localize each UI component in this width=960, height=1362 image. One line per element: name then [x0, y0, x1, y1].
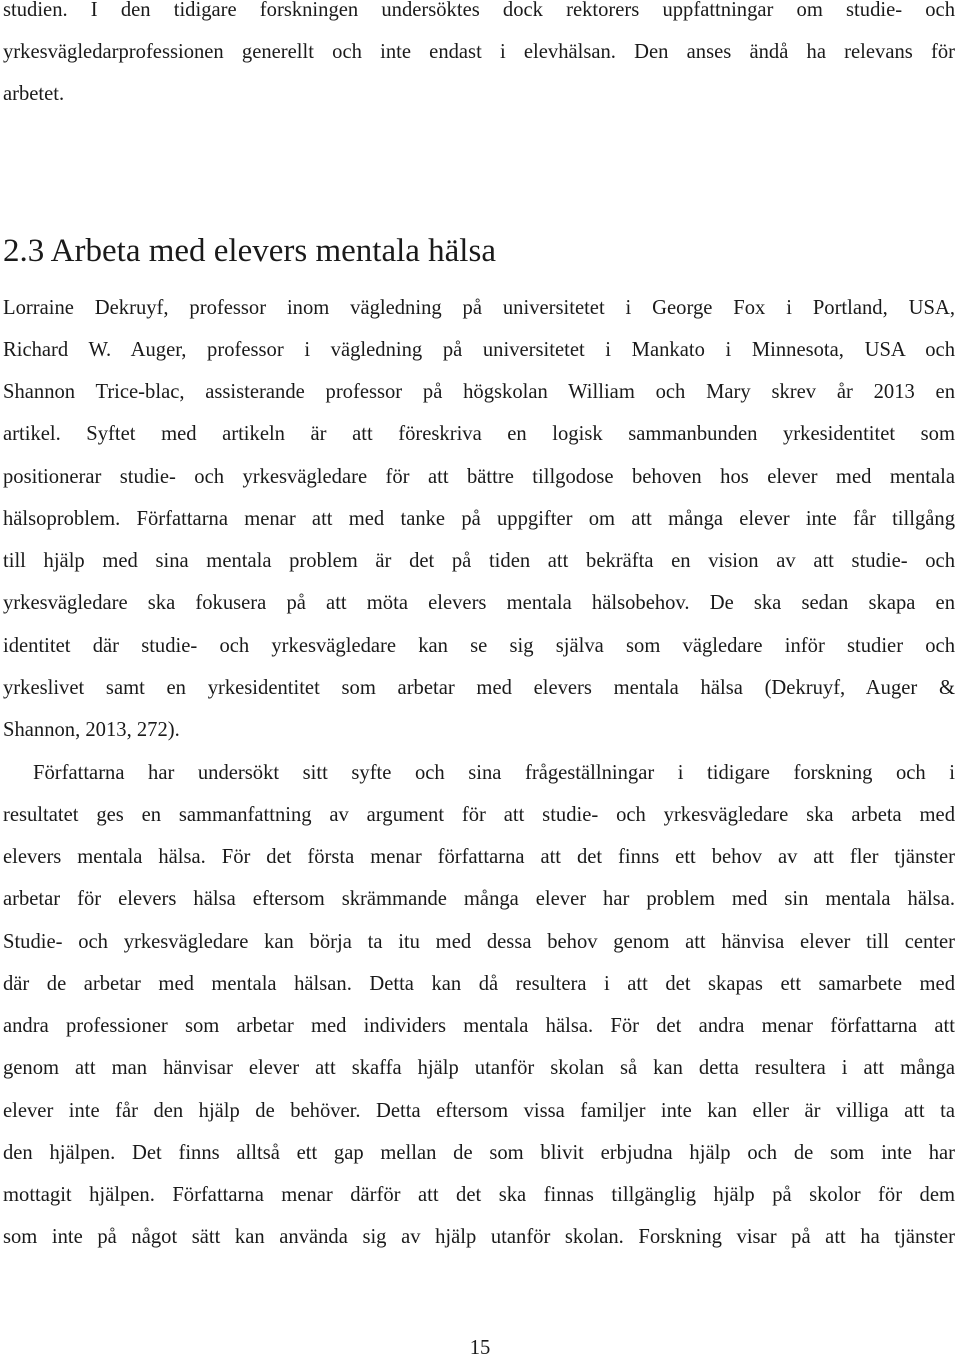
- section-heading: 2.3 Arbeta med elevers mentala hälsa: [3, 233, 496, 269]
- text-line: genom att man hänvisar elever att skaffa hjälp utanför skolan så kan detta resultera i att många: [3, 1057, 955, 1079]
- text-line: yrkesvägledare ska fokusera på att möta elevers mentala hälsobehov. De ska sedan skapa en: [3, 592, 955, 614]
- text-line: Studie- och yrkesvägledare kan börja ta itu med dessa behov genom att hänvisa elever till center: [3, 931, 955, 953]
- text-line: hälsoproblem. Författarna menar att med tanke på uppgifter om att många elever inte får tillgång: [3, 508, 955, 530]
- text-line: Shannon, 2013, 272).: [3, 719, 180, 741]
- text-line: studien. I den tidigare forskningen undersöktes dock rektorers uppfattningar om studie- och: [3, 0, 955, 21]
- text-line: till hjälp med sina mentala problem är det på tiden att bekräfta en vision av att studie- och: [3, 550, 955, 572]
- text-line: arbetet.: [3, 83, 65, 105]
- text-line: den hjälpen. Det finns alltså ett gap mellan de som blivit erbjudna hjälp och de som inte har: [3, 1142, 955, 1164]
- text-line: Lorraine Dekruyf, professor inom vägledning på universitetet i George Fox i Portland, USA,: [3, 297, 955, 319]
- text-line: Richard W. Auger, professor i vägledning på universitetet i Mankato i Minnesota, USA och: [3, 339, 955, 361]
- text-line: yrkeslivet samt en yrkesidentitet som arbetar med elevers mentala hälsa (Dekruyf, Auger &: [3, 677, 955, 699]
- text-line: andra professioner som arbetar med individers mentala hälsa. För det andra menar författarna att: [3, 1015, 955, 1037]
- page-number: 15: [469, 1337, 491, 1359]
- text-line: elevers mentala hälsa. För det första menar författarna att det finns ett behov av att fler tjänster: [3, 846, 955, 868]
- text-line: arbetar för elevers hälsa eftersom skrämmande många elever har problem med sin mentala hälsa.: [3, 888, 955, 910]
- text-line: positionerar studie- och yrkesvägledare för att bättre tillgodose behoven hos elever med mentala: [3, 466, 955, 488]
- text-line: artikel. Syftet med artikeln är att föreskriva en logisk sammanbunden yrkesidentitet som: [3, 423, 955, 445]
- text-line: identitet där studie- och yrkesvägledare kan se sig själva som vägledare inför studier och: [3, 635, 955, 657]
- text-line: Shannon Trice-blac, assisterande professor på högskolan William och Mary skrev år 2013 en: [3, 381, 955, 403]
- text-line: Författarna har undersökt sitt syfte och sina frågeställningar i tidigare forskning och i: [33, 762, 955, 784]
- text-line: yrkesvägledarprofessionen generellt och inte endast i elevhälsan. Den anses ändå ha relevans för: [3, 41, 955, 63]
- text-line: resultatet ges en sammanfattning av argument för att studie- och yrkesvägledare ska arbeta med: [3, 804, 955, 826]
- text-line: som inte på något sätt kan använda sig av hjälp utanför skolan. Forskning visar på att ha tjänster: [3, 1226, 955, 1248]
- text-line: där de arbetar med mentala hälsan. Detta kan då resultera i att det skapas ett samarbete med: [3, 973, 955, 995]
- text-line: mottagit hjälpen. Författarna menar därför att det ska finnas tillgänglig hjälp på skolor för dem: [3, 1184, 955, 1206]
- text-line: elever inte får den hjälp de behöver. Detta eftersom vissa familjer inte kan eller är villiga att ta: [3, 1100, 955, 1122]
